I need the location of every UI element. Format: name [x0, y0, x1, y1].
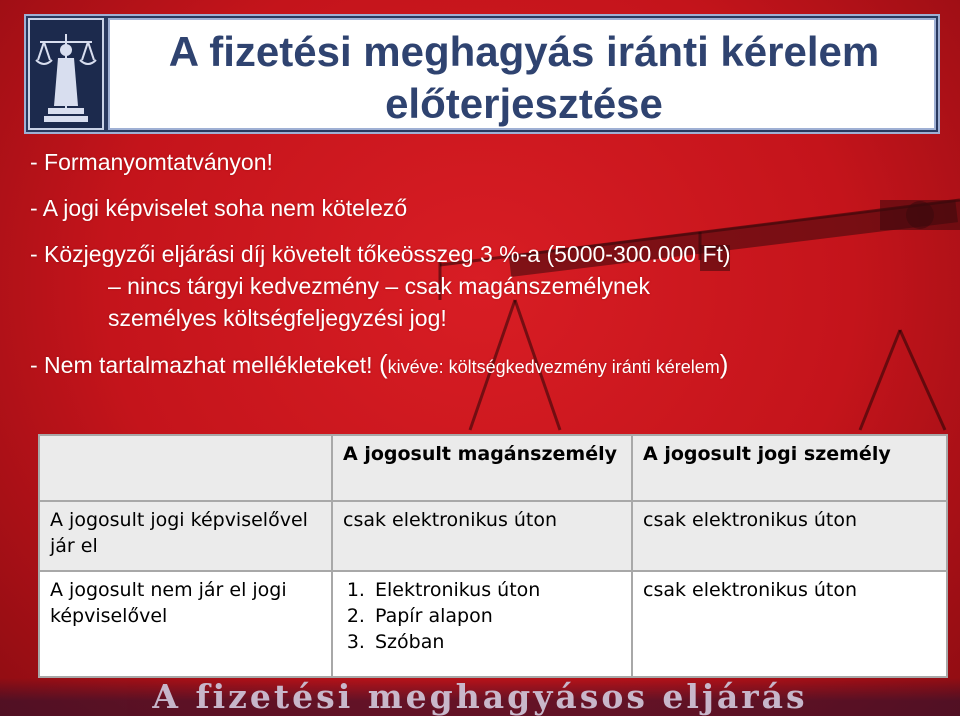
- bullet-attachments-note: kivéve: költségkedvezmény iránti kérelem: [387, 357, 720, 377]
- method-paper: 2. Papír alapon: [371, 603, 621, 629]
- title-panel: [108, 18, 936, 130]
- method-oral: 3. Szóban: [371, 629, 621, 655]
- submission-methods-list: [343, 577, 621, 655]
- row-label-with-representative: A jogosult jogi képviselővel jár el: [39, 501, 332, 571]
- bullet-fee: - Közjegyzői eljárási díj követelt tőkeösszeg 3 %-a (5000-300.000 Ft): [30, 241, 731, 267]
- table-row: [39, 501, 947, 571]
- bullet-attachments: [30, 348, 950, 383]
- justice-statue-icon: [30, 20, 102, 128]
- cell-legal-with-representative: csak elektronikus úton: [632, 501, 947, 571]
- page-title: A fizetési meghagyás iránti kérelem előterjesztése: [168, 28, 880, 127]
- submission-table: [38, 434, 948, 678]
- cell-private-without-representative: [332, 571, 632, 677]
- table-header-row: [39, 435, 947, 501]
- method-electronic: 1. Elektronikus úton: [371, 577, 621, 603]
- row-label-without-representative: A jogosult nem jár el jogi képviselővel: [39, 571, 332, 677]
- bullet-list: [30, 146, 950, 383]
- table-header-private-person: A jogosult magánszemély: [332, 435, 632, 501]
- bullet-attachments-main: - Nem tartalmazhat mellékleteket!: [30, 352, 379, 378]
- bullet-fee-detail-2: személyes költségfeljegyzési jog!: [108, 305, 447, 331]
- table-corner-cell: [39, 435, 332, 501]
- footer-caption: A fizetési meghagyásos eljárás: [0, 678, 960, 716]
- logo: [28, 18, 104, 130]
- table-row: [39, 571, 947, 677]
- table-header-legal-person: A jogosult jogi személy: [632, 435, 947, 501]
- paren-open: (: [378, 349, 388, 379]
- bullet-form: - Formanyomtatványon!: [30, 149, 273, 175]
- cell-legal-without-representative: csak elektronikus úton: [632, 571, 947, 677]
- cell-private-with-representative: csak elektronikus úton: [332, 501, 632, 571]
- bullet-representation: - A jogi képviselet soha nem kötelező: [30, 195, 408, 221]
- paren-close: ): [719, 349, 729, 379]
- bullet-fee-detail: – nincs tárgyi kedvezmény – csak magánszemélynek: [108, 273, 651, 299]
